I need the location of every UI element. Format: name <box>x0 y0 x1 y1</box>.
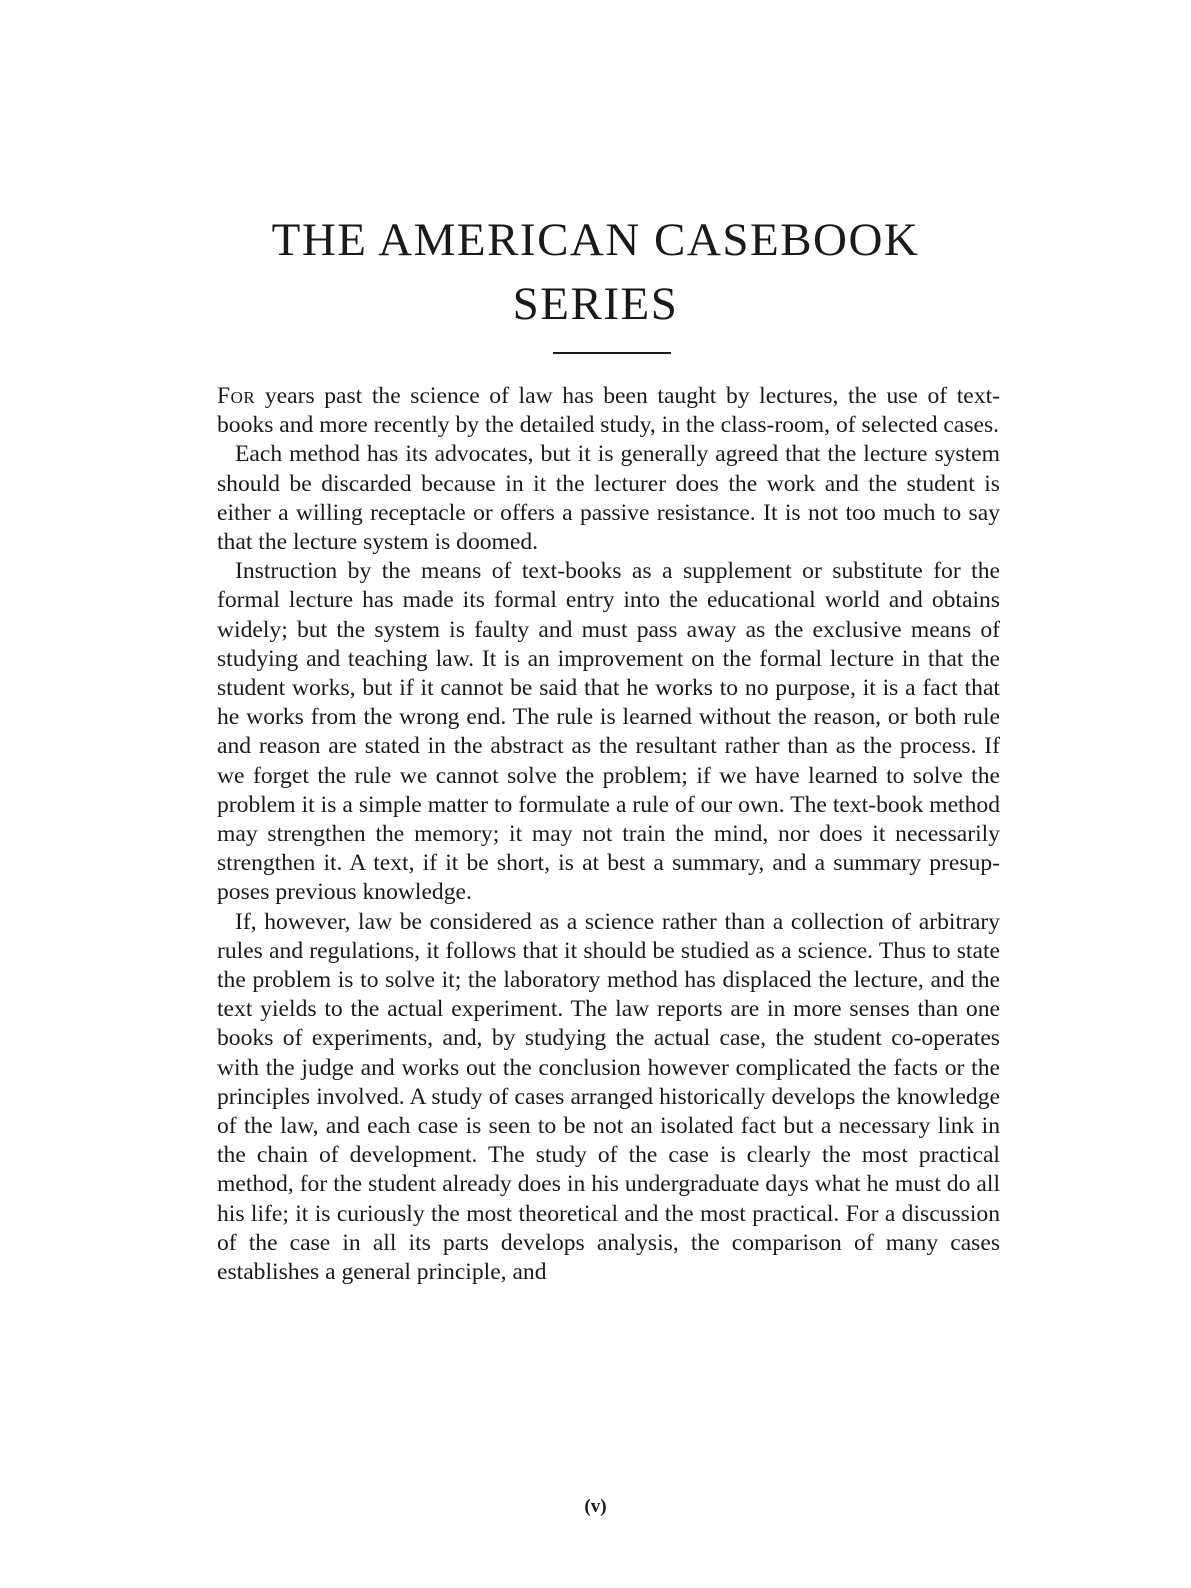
page-number: (v) <box>584 1496 607 1517</box>
paragraph-1-text: years past the science of law has been taught by lectures, the use of text-books and more recently by the detailed study, in the class-room, of selected cases. <box>217 383 1000 439</box>
title-divider <box>553 352 671 354</box>
paragraph-4: If, however, law be considered as a science rather than a collection of arbitrary rules and regulations, it follows that it should be studied as a science. Thus to state the problem is to solve it; the laboratory method has displaced the lecture, and the text yields to the actual experiment. The law reports are in more senses than one books of experiments, and, by studying the actual case, the student co-operates with the judge and works out the conclusion however complicated the facts or the principles involved. A study of cases arranged historically develops the knowledge of the law, and each case is seen to be not an isolated fact but a necessary link in the chain of development. The study of the case is clearly the most practical method, for the student already does in his undergraduate days what he must do all his life; it is curiously the most theoretical and the most practical. For a discussion of the case in all its parts develops analysis, the comparison of many cases establishes a general principle, and <box>217 908 1000 1286</box>
title-line-1: THE AMERICAN CASEBOOK <box>271 214 920 266</box>
paragraph-1-lead: For <box>217 383 256 409</box>
title-line-2: SERIES <box>512 278 679 330</box>
page-title <box>0 208 1191 336</box>
paragraph-1 <box>217 382 1000 440</box>
paragraph-2: Each method has its advocates, but it is generally agreed that the lecture system should be discarded because in it the lecturer does the work and the student is either a willing receptacle or offers a passive resistance. It is not too much to say that the lecture system is doomed. <box>217 441 1000 556</box>
paragraph-3: Instruction by the means of text-books as a supplement or substitute for the formal lecture has made its formal entry into the educational world and obtains widely; but the system is faulty and must pass away as the exclusive means of studying and teaching law. It is an improvement on the formal lecture in that the student works, but if it cannot be said that he works to no purpose, it is a fact that he works from the wrong end. The rule is learned without the reason, or both rule and reason are stated in the abstract as the resultant rather than as the process. If we forget the rule we cannot solve the problem; if we have learned to solve the problem it is a simple matter to formulate a rule of our own. The text-book method may strengthen the memory; it may not train the mind, nor does it necessarily strengthen it. A text, if it be short, is at best a summary, and a summary presupposes previous knowledge. <box>217 558 1000 906</box>
body-text <box>217 382 1000 1287</box>
